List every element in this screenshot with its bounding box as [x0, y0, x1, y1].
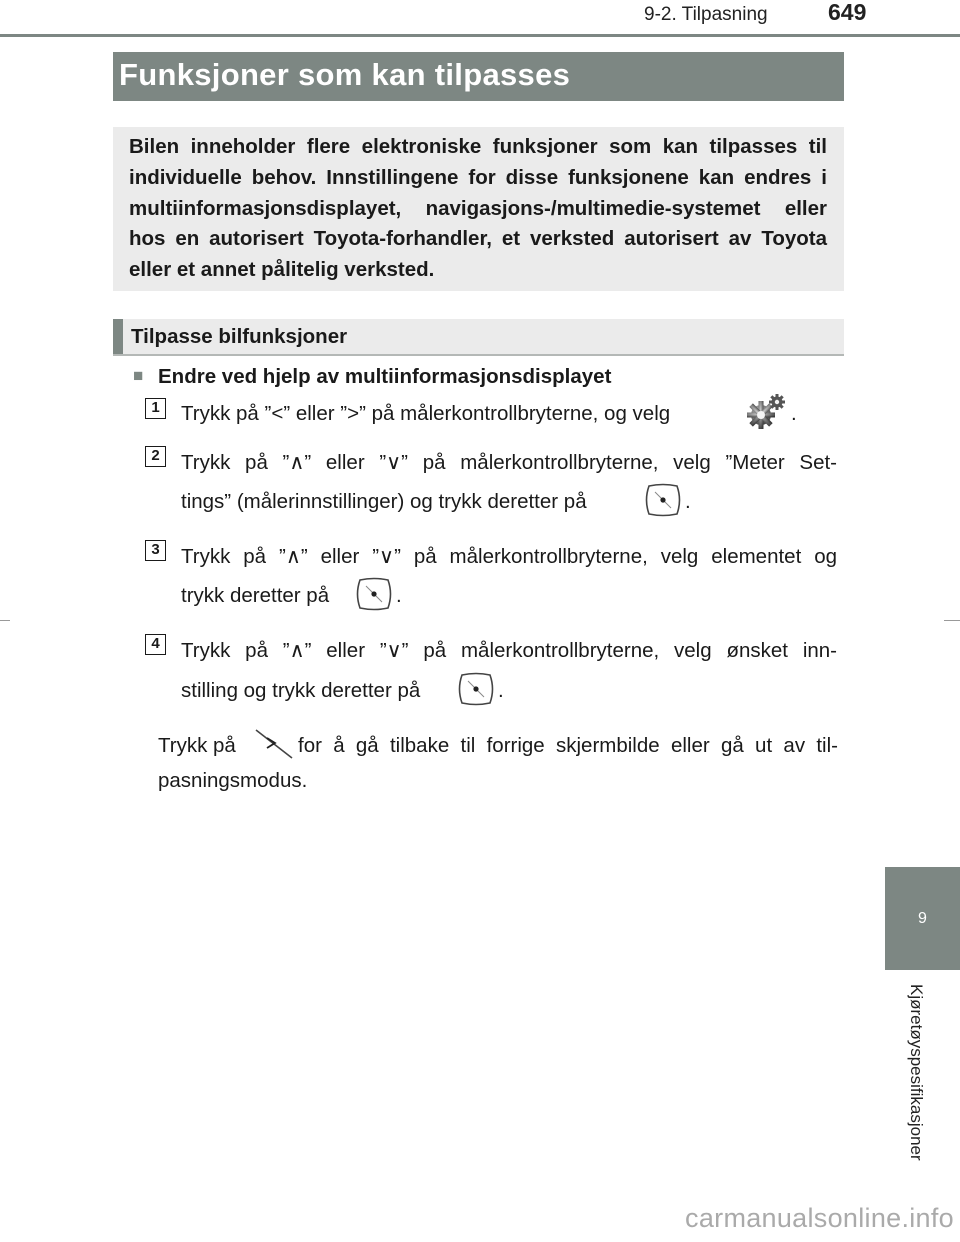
page-number: 649	[828, 0, 867, 25]
step-2-end: .	[685, 490, 691, 513]
enter-button-icon	[641, 480, 685, 520]
step-4-text-line-2: stilling og trykk deretter på	[181, 679, 421, 702]
chapter-number: 9	[918, 910, 927, 927]
enter-button-icon	[454, 669, 498, 709]
step-4-text-line-1: Trykk på ”∧” eller ”∨” på målerkontrollbryterne, velg ønsket inn-	[181, 639, 837, 662]
subheading-accent	[113, 319, 123, 354]
step-1-text: Trykk på ”<” eller ”>” på målerkontrollbryterne, og velg	[181, 402, 671, 425]
step-2-text-line-1: Trykk på ”∧” eller ”∨” på målerkontrollbryterne, velg ”Meter Set-	[181, 451, 837, 474]
back-note-post: for å gå tilbake til forrige skjermbilde eller gå ut av til-	[298, 734, 838, 757]
crop-mark	[0, 620, 10, 621]
step-number-1: 1	[145, 398, 166, 419]
back-note-line-2: pasningsmodus.	[158, 769, 308, 792]
gear-settings-icon	[744, 392, 788, 432]
section-label: 9-2. Tilpasning	[644, 4, 768, 25]
back-note-pre: Trykk på	[158, 734, 236, 757]
step-4-end: .	[498, 679, 504, 702]
subheading-bar	[113, 319, 844, 356]
intro-box	[113, 127, 844, 291]
step-2-text-line-2: tings” (målerinnstillinger) og trykk deretter på	[181, 490, 587, 513]
subheading: Tilpasse bilfunksjoner	[131, 325, 348, 348]
chapter-label: Kjøretøyspesifikasjoner	[907, 984, 926, 1161]
step-number-4: 4	[145, 634, 166, 655]
crop-mark	[944, 620, 960, 621]
intro-text: Bilen inneholder flere elektroniske funksjoner som kan tilpasses til individuelle behov. Innstillingene for disse funksjonene kan endres i multiinformasjonsdisplayet, navigasjons-/multimedie-systemet eller hos en autorisert Toyota-forhandler, et verksted autorisert av Toyota eller et annet pålitelig verksted.	[129, 135, 827, 282]
enter-button-icon	[352, 574, 396, 614]
step-3-end: .	[396, 584, 402, 607]
step-3-text-line-1: Trykk på ”∧” eller ”∨” på målerkontrollbryterne, velg elementet og	[181, 545, 837, 568]
page-title: Funksjoner som kan tilpasses	[119, 57, 571, 92]
watermark: carmanualsonline.info	[685, 1203, 954, 1233]
step-1-end: .	[791, 402, 797, 425]
back-button-icon	[252, 724, 296, 764]
bullet-square-icon: ■	[133, 366, 144, 385]
method-heading: Endre ved hjelp av multiinformasjonsdisplayet	[158, 365, 612, 388]
header-rule	[0, 34, 960, 37]
title-bar	[113, 52, 844, 101]
step-3-text-line-2: trykk deretter på	[181, 584, 330, 607]
step-number-2: 2	[145, 446, 166, 467]
step-number-3: 3	[145, 540, 166, 561]
